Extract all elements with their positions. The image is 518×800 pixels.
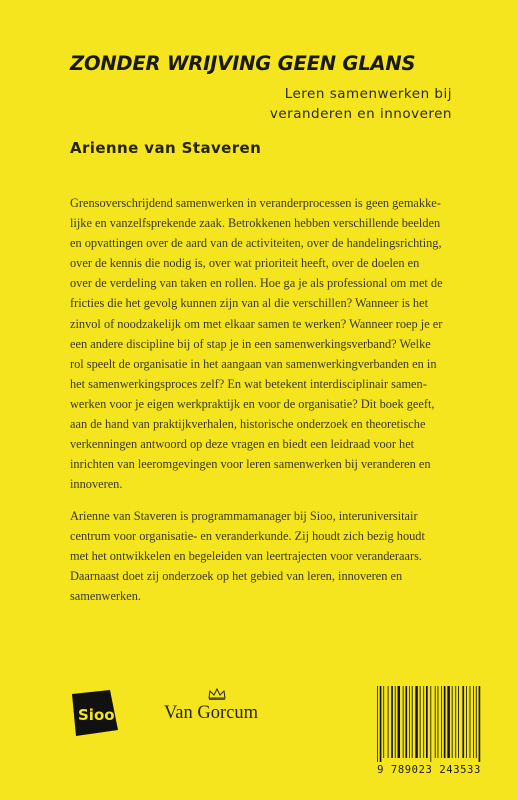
text-line: zinvol of noodzakelijk om met elkaar samen te werken? Wanneer roep je er xyxy=(70,316,443,331)
text-line: inrichten van leeromgevingen voor leren samenwerken bij veranderen en xyxy=(70,457,431,472)
text-line: verkenningen antwoord op deze vragen en biedt een leidraad voor het xyxy=(70,437,415,452)
text-line: werken voor je eigen werkpraktijk en voor de organisatie? Dit boek geeft, xyxy=(70,396,435,411)
text-line: lijke en vanzelfsprekende zaak. Betrokkenen hebben verschillende beelden xyxy=(70,216,441,231)
text-line: Arienne van Staveren is programmamanager bij Sioo, interuniversitair xyxy=(70,509,418,523)
text-line: aan de hand van praktijkverhalen, historische onderzoek en theoretische xyxy=(70,417,426,432)
book-subtitle xyxy=(152,84,452,124)
text-line: samenwerken. xyxy=(70,589,141,604)
isbn-number: 9 789023 243533 xyxy=(377,764,481,776)
crown-icon xyxy=(207,688,227,700)
barcode-bars xyxy=(376,686,482,762)
text-line: een andere discipline bij of stap je in een samenwerkingsverband? Welke xyxy=(70,336,431,351)
text-line: over de verdeling van taken en rollen. Hoe ga je als professional om met de xyxy=(70,276,443,291)
book-title: ZONDER WRIJVING GEEN GLANS xyxy=(70,52,416,75)
author-bio-paragraph xyxy=(70,506,460,606)
text-line: Grensoverschrijdend samenwerken in veranderprocessen is geen gemakke- xyxy=(70,196,441,210)
sioo-logo xyxy=(70,690,122,736)
text-line: rol speelt de organisatie in het aangaan van samenwerkingverbanden en in xyxy=(70,356,437,371)
text-line: het samenwerkingsproces zelf? En wat betekent interdisciplinair samen- xyxy=(70,376,427,391)
sioo-logo-text: Sioo xyxy=(78,706,115,724)
text-line: en opvattingen over de aard van de activiteiten, over de handelingsrichting, xyxy=(70,236,442,251)
text-line: innoveren. xyxy=(70,477,123,492)
subtitle-line-2: veranderen en innoveren xyxy=(269,106,452,122)
text-line: fricties die het gevolg kunnen zijn van al die verschillen? Wanneer is het xyxy=(70,296,428,311)
barcode xyxy=(372,686,486,782)
text-line: met het ontwikkelen en begeleiden van leertrajecten voor veranderaars. xyxy=(70,549,422,564)
author-name: Arienne van Staveren xyxy=(70,139,262,157)
text-line: Daarnaast doet zij onderzoek op het gebied van leren, innoveren en xyxy=(70,569,403,584)
text-line: over de kennis die nodig is, over wat prioriteit heeft, over de doelen en xyxy=(70,256,420,271)
text-line: centrum voor organisatie- en veranderkunde. Zij houdt zich bezig houdt xyxy=(70,529,425,544)
blurb-paragraph-1 xyxy=(70,193,460,494)
subtitle-line-1: Leren samenwerken bij xyxy=(284,86,452,102)
publisher-logo: Van Gorcum xyxy=(164,703,259,723)
